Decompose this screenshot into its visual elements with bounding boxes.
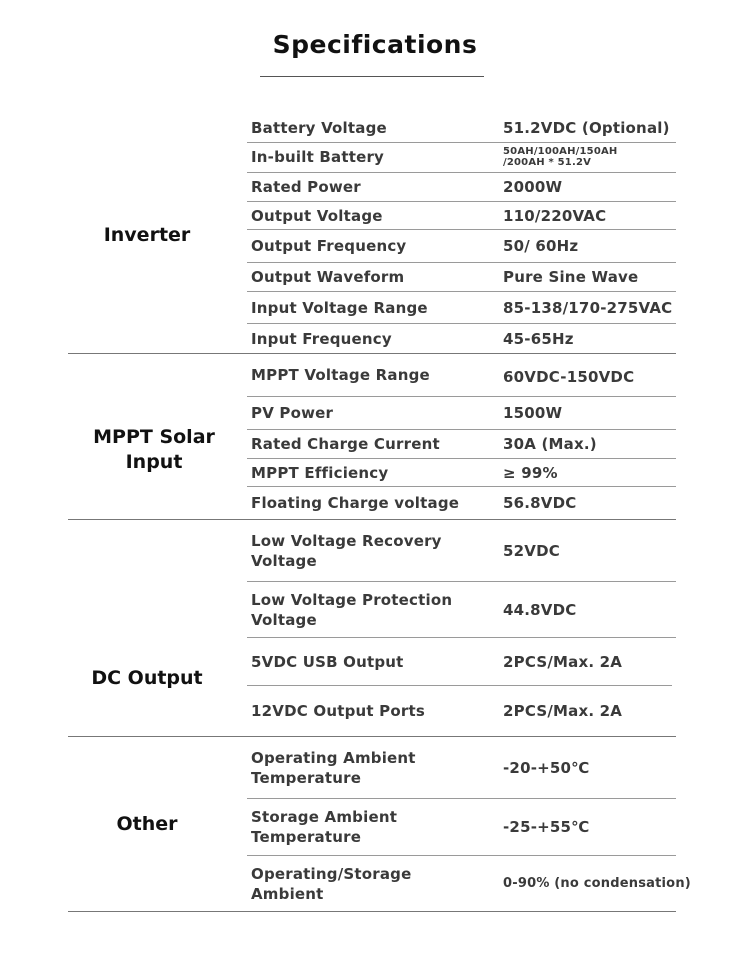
spec-value: Pure Sine Wave	[503, 268, 639, 286]
spec-row	[247, 397, 676, 429]
spec-value: 45-65Hz	[503, 329, 574, 348]
spec-key: Battery Voltage	[251, 119, 387, 137]
spec-value: 52VDC	[503, 541, 560, 560]
spec-key: Input Voltage Range	[251, 298, 428, 317]
section-divider	[68, 911, 676, 912]
spec-key: Floating Charge voltage	[251, 493, 460, 512]
spec-row	[247, 799, 676, 855]
section-label-dc-output: DC Output	[91, 666, 203, 689]
spec-key: Rated Power	[251, 178, 361, 196]
spec-row	[247, 737, 676, 798]
spec-key: Operating Ambient Temperature	[251, 748, 416, 787]
spec-key: Output Waveform	[251, 268, 405, 286]
spec-key: Input Frequency	[251, 329, 392, 348]
spec-row	[247, 459, 676, 486]
spec-row	[247, 143, 676, 171]
spec-row	[247, 230, 676, 262]
spec-value: 0-90% (no condensation)	[503, 875, 691, 891]
spec-key: 5VDC USB Output	[251, 652, 404, 671]
spec-value: 30A (Max.)	[503, 435, 597, 453]
section-label-mppt-solar-input: MPPT Solar Input	[93, 426, 215, 473]
spec-value: ≥ 99%	[503, 463, 558, 482]
spec-row	[247, 324, 676, 353]
spec-value: 50AH/100AH/150AH /200AH * 51.2V	[503, 146, 618, 168]
spec-row	[247, 520, 676, 581]
spec-value: 110/220VAC	[503, 206, 607, 225]
page-title: Specifications	[272, 30, 478, 59]
spec-value: 51.2VDC (Optional)	[503, 119, 670, 137]
spec-key: PV Power	[251, 404, 334, 422]
spec-row	[247, 354, 676, 396]
spec-key: MPPT Efficiency	[251, 463, 389, 482]
spec-row	[247, 202, 676, 229]
spec-key: Storage Ambient Temperature	[251, 808, 398, 846]
spec-value: 2000W	[503, 178, 563, 196]
spec-key: 12VDC Output Ports	[251, 702, 425, 720]
spec-row	[247, 263, 676, 291]
spec-row	[247, 292, 676, 323]
spec-value: -20-+50℃	[503, 758, 590, 777]
spec-value: 2PCS/Max. 2A	[503, 702, 623, 720]
section-label-inverter: Inverter	[103, 223, 191, 246]
spec-row	[247, 430, 676, 458]
section-label-other: Other	[116, 812, 178, 835]
spec-value: 2PCS/Max. 2A	[503, 652, 623, 671]
spec-value: 56.8VDC	[503, 493, 577, 512]
spec-row	[247, 856, 691, 911]
spec-row	[247, 638, 676, 685]
spec-key: MPPT Voltage Range	[251, 366, 430, 384]
spec-row	[247, 582, 676, 637]
spec-row	[247, 686, 676, 736]
spec-value: -25-+55℃	[503, 818, 590, 836]
spec-value: 44.8VDC	[503, 600, 577, 619]
spec-row	[247, 487, 676, 518]
spec-value: 85-138/170-275VAC	[503, 298, 673, 317]
spec-value: 50/ 60Hz	[503, 237, 579, 255]
spec-key: Low Voltage Recovery Voltage	[251, 531, 442, 570]
spec-row	[247, 173, 676, 201]
spec-key: Operating/Storage Ambient	[251, 864, 412, 903]
spec-key: Output Voltage	[251, 206, 383, 225]
spec-value: 1500W	[503, 404, 563, 422]
spec-value: 60VDC-150VDC	[503, 368, 635, 386]
spec-key: Low Voltage Protection Voltage	[251, 590, 453, 629]
spec-key: Rated Charge Current	[251, 435, 440, 453]
title-underline	[260, 76, 484, 77]
spec-key: Output Frequency	[251, 237, 407, 255]
spec-key: In-built Battery	[251, 148, 385, 166]
spec-row	[247, 114, 676, 142]
